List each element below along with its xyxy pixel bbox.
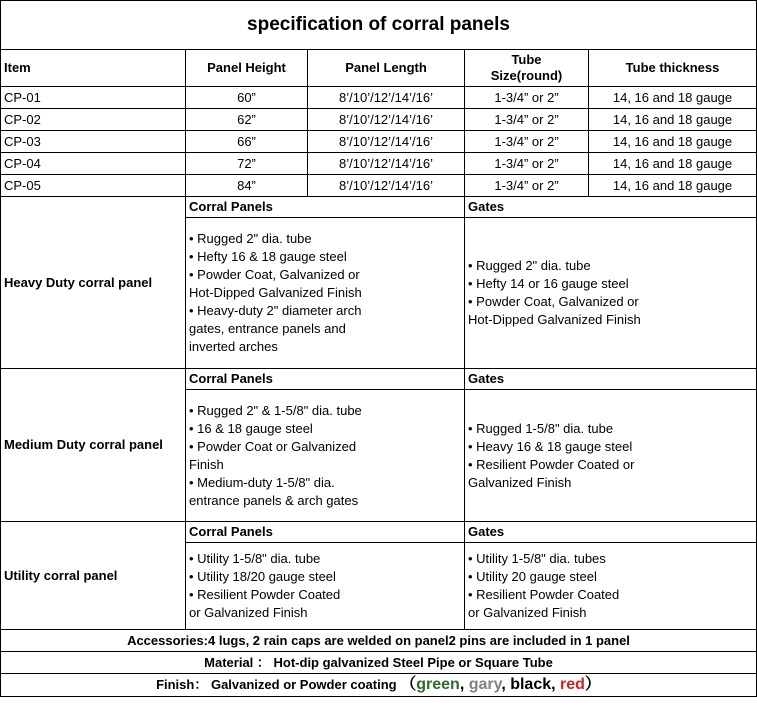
cell-thickness: 14, 16 and 18 gauge [589,153,757,175]
feature-line: • 16 & 18 gauge steel [189,420,313,436]
feature-line: Finish [189,456,224,472]
cell-length: 8’/10’/12’/14’/16’ [308,131,465,153]
table-row [1,153,757,175]
accessories-row: Accessories:4 lugs, 2 rain caps are welded on panel2 pins are included in 1 panel [1,630,757,652]
feature-line: • Rugged 1-5/8" dia. tube [468,420,614,436]
feature-line: Hot-Dipped Galvanized Finish [189,285,362,300]
feature-line: • Utility 1-5/8" dia. tube [189,551,321,566]
color-red: red [560,676,585,693]
heavy-duty-label: Heavy Duty corral panel [1,197,186,369]
feature-line: • Hefty 14 or 16 gauge steel [468,276,629,291]
feature-line: inverted arches [189,339,278,354]
color-separator: , [459,676,469,693]
header-panel-height: Panel Height [186,50,308,87]
header-panel-length: Panel Length [308,50,465,87]
spec-header-row [1,50,757,87]
feature-line: • Resilient Powder Coated [189,587,341,602]
cell-thickness: 14, 16 and 18 gauge [589,87,757,109]
table-title: specification of corral panels [1,1,757,50]
cell-length: 8’/10’/12’/14’/16’ [308,153,465,175]
cell-item: CP-03 [1,131,186,153]
cell-tube: 1-3/4” or 2” [465,153,589,175]
feature-line: gates, entrance panels and [189,321,346,336]
feature-line: • Powder Coat, Galvanized or [468,294,639,309]
feature-line: entrance panels & arch gates [189,492,359,508]
feature-line: or Galvanized Finish [468,605,587,620]
medium-duty-label: Medium Duty corral panel [1,369,186,522]
feature-line: or Galvanized Finish [189,605,308,620]
cell-height: 66” [186,131,308,153]
feature-line: • Rugged 2" dia. tube [468,258,591,273]
color-green: green [416,676,460,693]
feature-line: • Hefty 16 & 18 gauge steel [189,249,347,264]
color-gary: gary [468,676,502,693]
header-tube-size [465,50,589,87]
feature-line: • Resilient Powder Coated or [468,456,635,472]
cell-item: CP-01 [1,87,186,109]
feature-line: • Utility 20 gauge steel [468,569,597,584]
color-separator: , [551,676,561,693]
cell-length: 8’/10’/12’/14’/16’ [308,109,465,131]
utility-panels-features [186,543,465,630]
cell-thickness: 14, 16 and 18 gauge [589,175,757,197]
feature-line: • Resilient Powder Coated [468,587,620,602]
utility-gates-header: Gates [465,522,757,543]
open-paren: （ [400,676,417,693]
cell-item: CP-04 [1,153,186,175]
utility-gates-features [465,543,757,630]
medium-gates-features [465,390,757,522]
feature-line: • Utility 18/20 gauge steel [189,569,336,584]
feature-line: • Powder Coat, Galvanized or [189,267,360,282]
utility-panels-header: Corral Panels [186,522,465,543]
finish-row [1,674,757,697]
utility-duty-label: Utility corral panel [1,522,186,630]
medium-panels-header: Corral Panels [186,369,465,390]
cell-length: 8’/10’/12’/14’/16’ [308,87,465,109]
cell-length: 8’/10’/12’/14’/16’ [308,175,465,197]
color-black: black [510,676,552,693]
feature-line: • Medium-duty 1-5/8" dia. [189,474,335,490]
feature-line: Galvanized Finish [468,474,572,490]
heavy-panels-features [186,218,465,369]
header-item: Item [1,50,186,87]
heavy-gates-header: Gates [465,197,757,218]
feature-line: • Utility 1-5/8" dia. tubes [468,551,606,566]
feature-line: • Rugged 2" & 1-5/8" dia. tube [189,402,362,418]
cell-height: 84” [186,175,308,197]
cell-tube: 1-3/4” or 2” [465,87,589,109]
cell-height: 60” [186,87,308,109]
feature-line: • Rugged 2" dia. tube [189,231,312,246]
cell-thickness: 14, 16 and 18 gauge [589,131,757,153]
cell-tube: 1-3/4” or 2” [465,175,589,197]
table-row [1,131,757,153]
heavy-gates-features [465,218,757,369]
color-separator: , [501,676,511,693]
finish-label: Finish： Galvanized or Powder coating [156,677,401,692]
medium-panels-features [186,390,465,522]
feature-line: • Heavy-duty 2" diameter arch [189,303,362,318]
header-tube-line2: Size(round) [490,68,563,83]
cell-tube: 1-3/4” or 2” [465,109,589,131]
feature-line: • Powder Coat or Galvanized [189,438,357,454]
table-row [1,87,757,109]
cell-height: 62” [186,109,308,131]
medium-gates-header: Gates [465,369,757,390]
cell-thickness: 14, 16 and 18 gauge [589,109,757,131]
heavy-panels-header: Corral Panels [186,197,465,218]
material-row: Material ： Hot-dip galvanized Steel Pipe or Square Tube [1,652,757,674]
header-tube-thickness: Tube thickness [589,50,757,87]
cell-item: CP-02 [1,109,186,131]
cell-tube: 1-3/4” or 2” [465,131,589,153]
cell-item: CP-05 [1,175,186,197]
close-paren: ） [584,676,601,693]
table-row [1,175,757,197]
table-row [1,109,757,131]
feature-line: • Heavy 16 & 18 gauge steel [468,438,633,454]
feature-line: Hot-Dipped Galvanized Finish [468,312,641,327]
header-tube-line1: Tube [511,52,542,67]
cell-height: 72” [186,153,308,175]
